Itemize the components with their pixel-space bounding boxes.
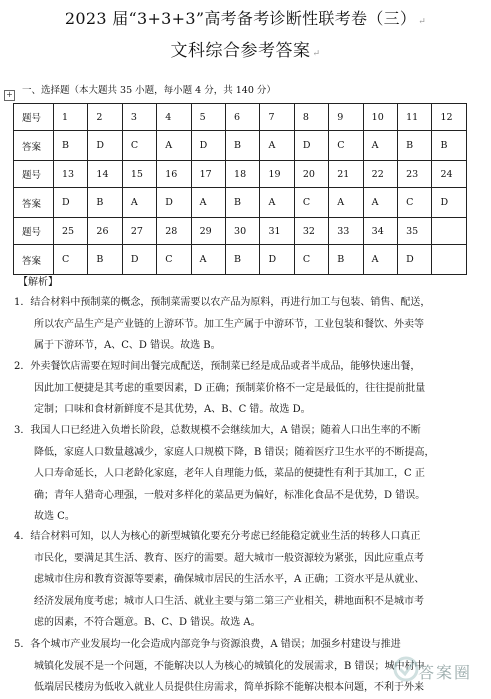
- table-cell: 19: [260, 161, 294, 188]
- table-cell: 1: [54, 104, 88, 131]
- table-cell: 28: [157, 218, 191, 245]
- table-cell: C: [122, 131, 156, 161]
- table-cell: 31: [260, 218, 294, 245]
- table-cell: D: [122, 245, 156, 275]
- return-mark: ↵: [418, 17, 427, 27]
- table-cell: 13: [54, 161, 88, 188]
- table-cell: 25: [54, 218, 88, 245]
- table-cell: A: [363, 131, 397, 161]
- table-cell: D: [398, 245, 432, 275]
- table-cell: A: [157, 131, 191, 161]
- table-cell: 12: [432, 104, 467, 131]
- table-cell: 33: [329, 218, 363, 245]
- analysis-item: [14, 292, 476, 357]
- table-cell: D: [54, 188, 88, 218]
- table-cell: B: [432, 131, 467, 161]
- analysis-line: 因此加工便捷是其考虑的重要因素，D 正确；预制菜价格不一定是最低的，往往提前批量: [34, 382, 426, 394]
- row-label: 题号: [14, 104, 54, 131]
- answer-key-title-text: 文科综合参考答案: [170, 41, 311, 61]
- move-anchor-icon[interactable]: +: [4, 90, 15, 101]
- table-cell: B: [226, 245, 260, 275]
- table-cell: 14: [88, 161, 122, 188]
- analysis-line: 3．我国人口已经进入负增长阶段，总数规模不会继续加大，A 错误；随着人口出生率的不断: [14, 425, 421, 436]
- table-cell: 22: [363, 161, 397, 188]
- analysis-heading: 【解析】: [18, 277, 58, 288]
- table-cell: C: [54, 245, 88, 275]
- table-cell: A: [191, 188, 225, 218]
- table-cell: B: [88, 245, 122, 275]
- analysis-item: [14, 356, 476, 421]
- table-cell: 10: [363, 104, 397, 131]
- table-cell: D: [260, 245, 294, 275]
- row-label: 答案: [14, 188, 54, 218]
- analysis-line: 所以农产品生产是产业链的上游环节。加工生产属于中游环节，工业包装和餐饮、外卖等: [34, 318, 424, 330]
- table-cell: D: [88, 131, 122, 161]
- answer-key-title: [0, 36, 491, 61]
- analysis-line: 确；青年人猎奇心理强，一般对多样化的菜品更为偏好，标准化食品不是优势，D 错误。: [34, 489, 426, 501]
- analysis-line: 人口寿命延长，人口老龄化家庭，老年人自理能力低，菜品的便捷性有利于其加工，C 正: [34, 468, 425, 479]
- table-row: [14, 131, 467, 161]
- table-cell: 32: [294, 218, 328, 245]
- table-cell: C: [329, 131, 363, 161]
- analysis-line: 虑的因素，不符合题意。B、C、D 错误。故选 A。: [34, 617, 261, 628]
- analysis-item: [14, 526, 476, 634]
- table-cell: 7: [260, 104, 294, 131]
- table-cell: 18: [226, 161, 260, 188]
- analysis-line: 城镇化发展不是一个问题，不能解决以人为核心的城镇化的发展需求，B 错误；城中村中: [34, 660, 425, 672]
- table-cell: 11: [398, 104, 432, 131]
- table-cell: 16: [157, 161, 191, 188]
- table-cell: B: [88, 188, 122, 218]
- table-row: [14, 218, 467, 245]
- analysis-line: 虑城市住房和教育资源等要素，确保城市居民的生活水平，A 正确；工资水平是从就业、: [34, 574, 425, 585]
- table-cell: A: [191, 245, 225, 275]
- table-cell: D: [432, 188, 467, 218]
- table-cell: A: [260, 188, 294, 218]
- table-cell: 6: [226, 104, 260, 131]
- table-cell: 9: [329, 104, 363, 131]
- table-cell: 30: [226, 218, 260, 245]
- table-cell: D: [157, 188, 191, 218]
- table-cell: C: [398, 188, 432, 218]
- table-cell: C: [294, 188, 328, 218]
- exam-title-text: 2023 届“3+3+3”高考备考诊断性联考卷（三）: [64, 9, 417, 28]
- table-cell: 23: [398, 161, 432, 188]
- table-cell: 26: [88, 218, 122, 245]
- table-cell: B: [329, 245, 363, 275]
- exam-title: [0, 6, 491, 29]
- table-cell: C: [294, 245, 328, 275]
- section-heading: 一、选择题（本大题共 35 小题，每小题 4 分，共 140 分）: [22, 85, 276, 96]
- analysis-line: 属于下游环节，A、C、D 错误。故选 B。: [34, 340, 221, 351]
- row-label: 题号: [14, 161, 54, 188]
- table-cell: B: [226, 188, 260, 218]
- answer-table: [13, 103, 467, 275]
- table-cell: 20: [294, 161, 328, 188]
- analysis-line: 故选 C。: [34, 511, 75, 522]
- analysis-line: 经济发展角度考虑；城市人口生活、就业主要与第二第三产业相关，耕地面积不是城市考: [34, 595, 424, 607]
- row-label: 答案: [14, 131, 54, 161]
- table-cell: A: [260, 131, 294, 161]
- table-cell: [432, 245, 467, 275]
- table-cell: 35: [398, 218, 432, 245]
- analysis-line: 低端居民楼房为低收入就业人员提供住房需求，简单拆除不能解决根本问题，不利于外来: [34, 682, 424, 693]
- table-cell: 15: [122, 161, 156, 188]
- table-cell: B: [226, 131, 260, 161]
- table-cell: C: [157, 245, 191, 275]
- table-cell: 17: [191, 161, 225, 188]
- table-row: [14, 188, 467, 218]
- analysis-line: 市民化，要满足其生活、教育、医疗的需要。超大城市一般资源较为紧张，因此应重点考: [34, 552, 424, 564]
- table-cell: 21: [329, 161, 363, 188]
- analysis-line: 4．结合材料可知，以人为核心的新型城镇化要充分考虑已经能稳定就业生活的转移人口真正: [14, 531, 421, 542]
- table-cell: 24: [432, 161, 467, 188]
- table-row: [14, 245, 467, 275]
- table-cell: A: [363, 188, 397, 218]
- table-cell: A: [363, 245, 397, 275]
- table-cell: 4: [157, 104, 191, 131]
- analysis-item: [14, 420, 476, 528]
- table-cell: 5: [191, 104, 225, 131]
- table-cell: 27: [122, 218, 156, 245]
- table-cell: B: [398, 131, 432, 161]
- table-cell: [432, 218, 467, 245]
- watermark-text: 答案圈: [418, 663, 473, 682]
- analysis-line: 定制；口味和食材新鲜度不是其优势，A、B、C 错。故选 D。: [34, 404, 311, 415]
- table-cell: B: [54, 131, 88, 161]
- table-row: [14, 161, 467, 188]
- table-cell: A: [122, 188, 156, 218]
- table-cell: 2: [88, 104, 122, 131]
- table-row: [14, 104, 467, 131]
- analysis-line: 5．各个城市产业发展均一化会造成内部竞争与资源浪费，A 错误；加强乡村建设与推进: [14, 639, 401, 650]
- row-label: 题号: [14, 218, 54, 245]
- analysis-line: 2．外卖餐饮店需要在短时间出餐完成配送，预制菜已经是成品或者半成品，能够快速出餐，: [14, 361, 421, 372]
- table-cell: D: [294, 131, 328, 161]
- table-cell: A: [329, 188, 363, 218]
- table-cell: 8: [294, 104, 328, 131]
- table-cell: 29: [191, 218, 225, 245]
- analysis-line: 降低，家庭人口数量越减少，家庭人口规模下降，B 错误；随着医疗卫生水平的不断提高，: [34, 446, 435, 458]
- analysis-line: 1．结合材料中预制菜的概念，预制菜需要以农产品为原料，再进行加工与包装、销售、配送，: [14, 297, 431, 308]
- row-label: 答案: [14, 245, 54, 275]
- table-cell: 3: [122, 104, 156, 131]
- return-mark: ↵: [312, 49, 321, 59]
- table-cell: D: [191, 131, 225, 161]
- table-cell: 34: [363, 218, 397, 245]
